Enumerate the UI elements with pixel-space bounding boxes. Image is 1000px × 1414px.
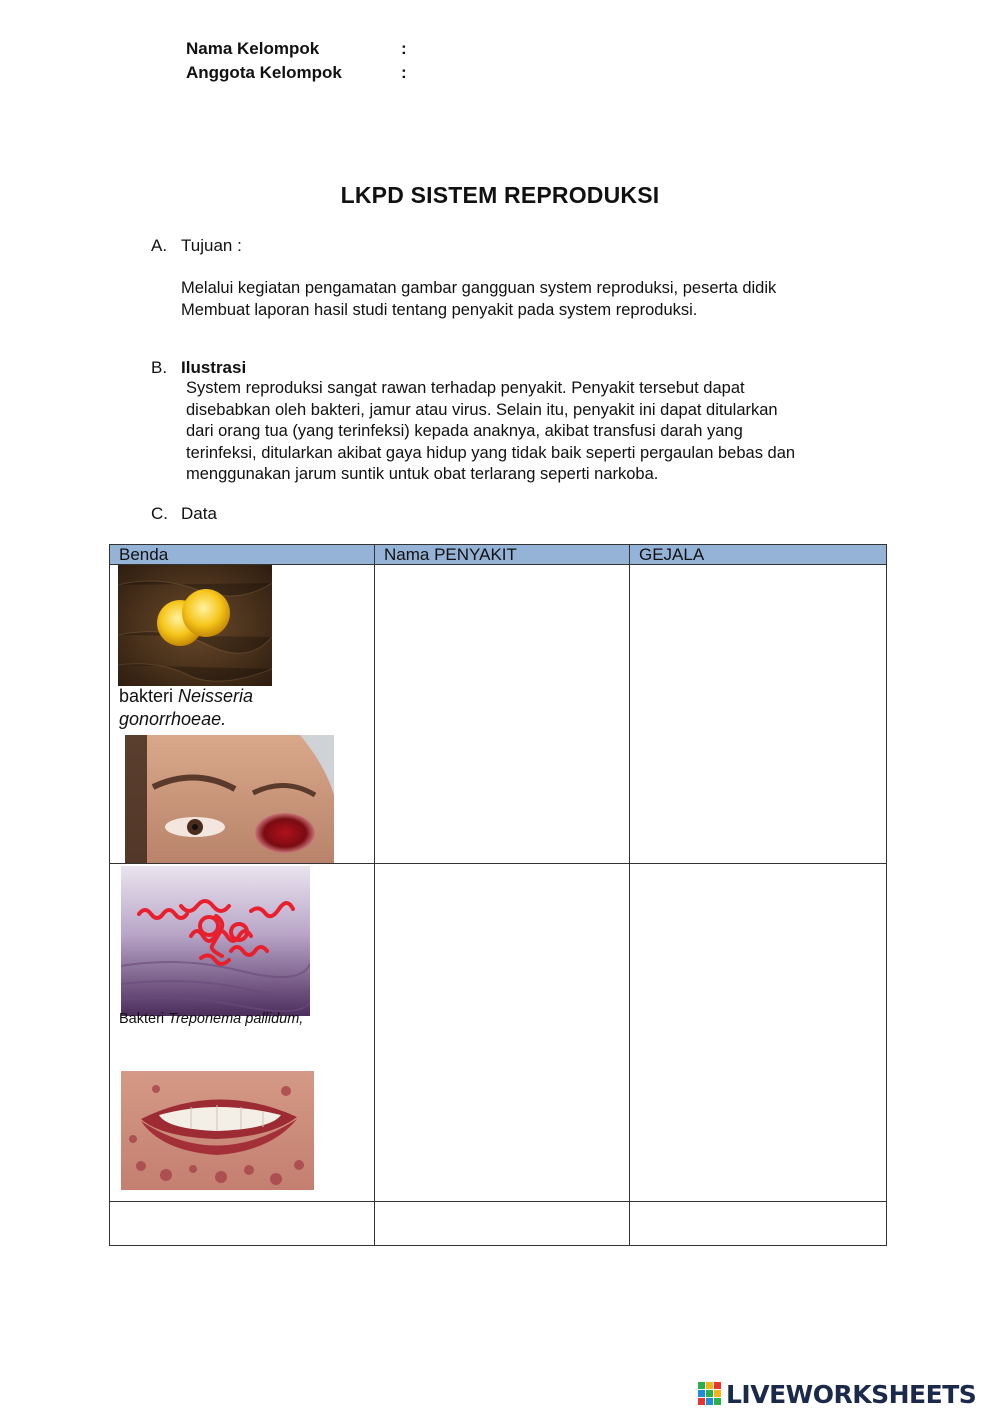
data-table — [109, 544, 887, 1246]
liveworksheets-logo — [698, 1381, 976, 1407]
section-b-line: disebabkan oleh bakteri, jamur atau virus. Selain itu, penyakit ini dapat ditularkan — [186, 400, 778, 419]
section-c-heading: Data — [181, 504, 217, 523]
gejala-cell[interactable] — [630, 565, 887, 864]
syphilis-mouth-image — [121, 1071, 314, 1190]
column-header-nama-penyakit: Nama PENYAKIT — [375, 545, 630, 565]
group-members-label: Anggota Kelompok — [186, 63, 342, 82]
gejala-cell[interactable] — [630, 1202, 887, 1246]
section-a-heading: Tujuan : — [181, 236, 242, 255]
infected-eye-image — [125, 735, 334, 863]
group-members-colon: : — [401, 63, 407, 82]
treponema-bacteria-image — [121, 866, 310, 1016]
caption-species: gonorrhoeae. — [119, 709, 227, 729]
benda-cell — [110, 565, 375, 864]
benda-cell[interactable] — [110, 1202, 375, 1246]
liveworksheets-wordmark: LIVEWORKSHEETS — [726, 1379, 977, 1409]
section-b-line: dari orang tua (yang terinfeksi) kepada anaknya, akibat transfusi darah yang — [186, 422, 743, 440]
caption-prefix: Bakteri — [119, 1011, 169, 1027]
caption-prefix: bakteri — [119, 686, 179, 706]
section-b-heading: Ilustrasi — [181, 358, 247, 377]
section-b-marker: B. — [151, 358, 168, 377]
section-b-line: terinfeksi, ditularkan akibat gaya hidup yang tidak baik seperti pergaulan bebas dan — [186, 443, 796, 462]
table-header-row — [110, 545, 887, 565]
section-a-line: Melalui kegiatan pengamatan gambar gangguan system reproduksi, peserta didik — [181, 279, 777, 297]
treponema-caption — [119, 1011, 303, 1027]
column-header-benda: Benda — [110, 545, 375, 565]
nama-penyakit-cell[interactable] — [375, 1202, 630, 1246]
group-name-colon: : — [401, 39, 407, 58]
section-c-marker: C. — [151, 504, 168, 523]
section-a-paragraph — [181, 278, 877, 321]
caption-species: Treponema pallidum, — [168, 1011, 304, 1027]
gejala-cell[interactable] — [630, 864, 887, 1202]
nama-penyakit-cell[interactable] — [375, 864, 630, 1202]
group-name-label: Nama Kelompok — [186, 39, 320, 58]
section-b-line: menggunakan jarum suntik untuk obat terlarang seperti narkoba. — [186, 465, 659, 483]
gonorrhoeae-caption — [119, 685, 253, 731]
gonorrhoeae-bacteria-image — [118, 565, 272, 686]
column-header-gejala: GEJALA — [630, 545, 887, 565]
section-b-line: System reproduksi sangat rawan terhadap penyakit. Penyakit tersebut dapat — [186, 379, 745, 397]
table-row — [110, 1202, 887, 1246]
benda-cell — [110, 864, 375, 1202]
section-a-line: Membuat laporan hasil studi tentang penyakit pada system reproduksi. — [181, 300, 698, 319]
nama-penyakit-cell[interactable] — [375, 565, 630, 864]
section-a-marker: A. — [151, 236, 168, 255]
table-row — [110, 565, 887, 864]
page-title: LKPD SISTEM REPRODUKSI — [340, 182, 660, 208]
liveworksheets-mark-icon — [698, 1382, 722, 1406]
section-b-paragraph — [186, 378, 886, 486]
table-row — [110, 864, 887, 1202]
caption-genus: Neisseria — [178, 686, 254, 706]
